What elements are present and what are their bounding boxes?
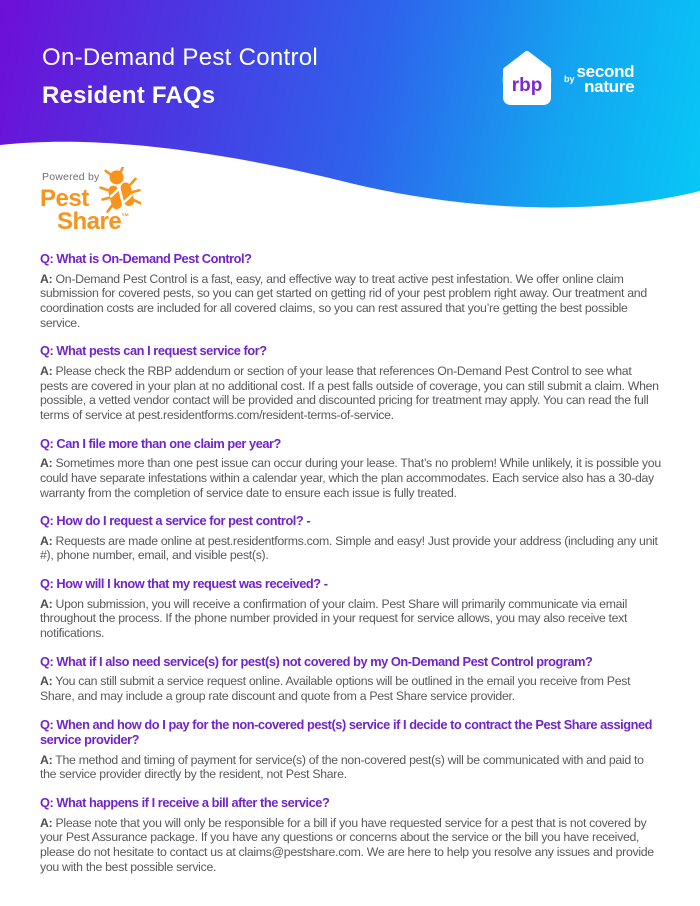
faq-answer xyxy=(40,272,662,331)
page-subtitle: Resident FAQs xyxy=(42,82,216,109)
answer-text: Please check the RBP addendum or section of your lease that references On-Demand Pest Control to see what pests are covered in your plan at no additional cost. If a pest falls outside of coverage, you can still submit a claim. When possible, a vetted vendor contact will be provided and discounted pricing for treatment may apply. You can read the full terms of service at pest.residentforms.com/resident-terms-of-service. xyxy=(40,363,659,422)
answer-text: Requests are made online at pest.residentforms.com. Simple and easy! Just provide your address (including any unit #), phone number, email, and visible pest(s). xyxy=(40,533,658,563)
answer-label: A: xyxy=(40,752,53,767)
answer-label: A: xyxy=(40,596,53,611)
answer-label: A: xyxy=(40,363,53,378)
faq-answer xyxy=(40,597,662,641)
faq-question: Q: When and how do I pay for the non-covered pest(s) service if I decide to contract the Pest Share assigned service provider? xyxy=(40,716,652,748)
brand-word-nature: nature xyxy=(584,77,635,96)
by-label: by xyxy=(564,74,575,84)
faq-item-4 xyxy=(40,513,662,563)
faq-question: Q: What if I also need service(s) for pest(s) not covered by my On-Demand Pest Control program? xyxy=(40,653,593,669)
faq-question: Q: What pests can I request service for? xyxy=(40,343,267,359)
share-wordmark: Share™ xyxy=(57,208,130,235)
faq-item-2 xyxy=(40,343,662,422)
answer-label: A: xyxy=(40,456,53,471)
faq-answer xyxy=(40,753,662,782)
faq-answer xyxy=(40,364,662,423)
faq-item-8 xyxy=(40,795,662,874)
second-nature-wordmark xyxy=(564,64,634,94)
header-titles xyxy=(42,44,318,110)
faq-item-5 xyxy=(40,576,662,641)
rbp-second-nature-logo xyxy=(497,46,634,112)
faq-question: Q: Can I file more than one claim per year? xyxy=(40,435,281,451)
faq-answer xyxy=(40,534,662,563)
trademark-symbol: ™ xyxy=(121,212,130,221)
pest-wordmark: Pest xyxy=(40,185,89,212)
powered-by-label: Powered by xyxy=(42,171,100,183)
faq-answer xyxy=(40,674,662,703)
rbp-wordmark: rbp xyxy=(511,75,543,96)
answer-text: Please note that you will only be responsible for a bill if you have requested service for a pest that is not covered by your Pest Assurance package. If you have any questions or concerns about the service or the bill you have received, please do not hesitate to contact us at claims@pestshare.com. We are here to help you resolve any issues and provide you with the best possible service. xyxy=(40,815,654,874)
answer-text: The method and timing of payment for service(s) of the non-covered pest(s) will be communicated with and paid to the service provider directly by the resident, not Pest Share. xyxy=(40,752,644,782)
brand-word-second: second xyxy=(576,62,635,81)
faq-item-7 xyxy=(40,717,662,782)
answer-text: Sometimes more than one pest issue can occur during your lease. That’s no problem! While unlikely, it is possible you could have separate infestations within a calendar year, which the plan accommodates. Each service also has a 30-day warranty from the completion of service date to ensure each issue is fully treated. xyxy=(40,456,661,500)
answer-text: You can still submit a service request online. Available options will be outlined in the email you receive from Pest Share, and may include a group rate discount and quote from a Pest Share service provider. xyxy=(40,674,631,703)
faq-answer xyxy=(40,456,662,500)
faq-question: Q: How will I know that my request was received? - xyxy=(40,576,328,592)
faq-question: Q: What is On-Demand Pest Control? xyxy=(40,251,252,266)
answer-label: A: xyxy=(40,271,53,286)
answer-label: A: xyxy=(40,533,53,548)
page-title: On-Demand Pest Control xyxy=(42,44,319,71)
faq-question: Q: What happens if I receive a bill after the service? xyxy=(40,795,330,811)
rbp-house-icon xyxy=(497,46,557,112)
faq-answer xyxy=(40,816,662,875)
answer-text: Upon submission, you will receive a confirmation of your claim. Pest Share will primarily communicate via email throughout the process. If the phone number provided in your request for service allows, you may also receive text notifications. xyxy=(40,596,628,641)
faq-item-6 xyxy=(40,654,662,704)
faq-item-3 xyxy=(40,436,662,501)
faq-list xyxy=(40,245,662,874)
answer-label: A: xyxy=(40,674,53,689)
answer-label: A: xyxy=(40,815,53,830)
faq-question: Q: How do I request a service for pest control? - xyxy=(40,513,311,529)
faq-item-1 xyxy=(40,251,662,330)
answer-text: On-Demand Pest Control is a fast, easy, and effective way to treat active pest infestation. We offer online claim submission for covered pests, so you can get started on getting rid of your pest problem right away. Our treatment and coordination costs are included for all covered claims, so you can rest assured that you’re getting the best possible service. xyxy=(40,271,647,330)
pest-share-logo xyxy=(40,171,210,235)
